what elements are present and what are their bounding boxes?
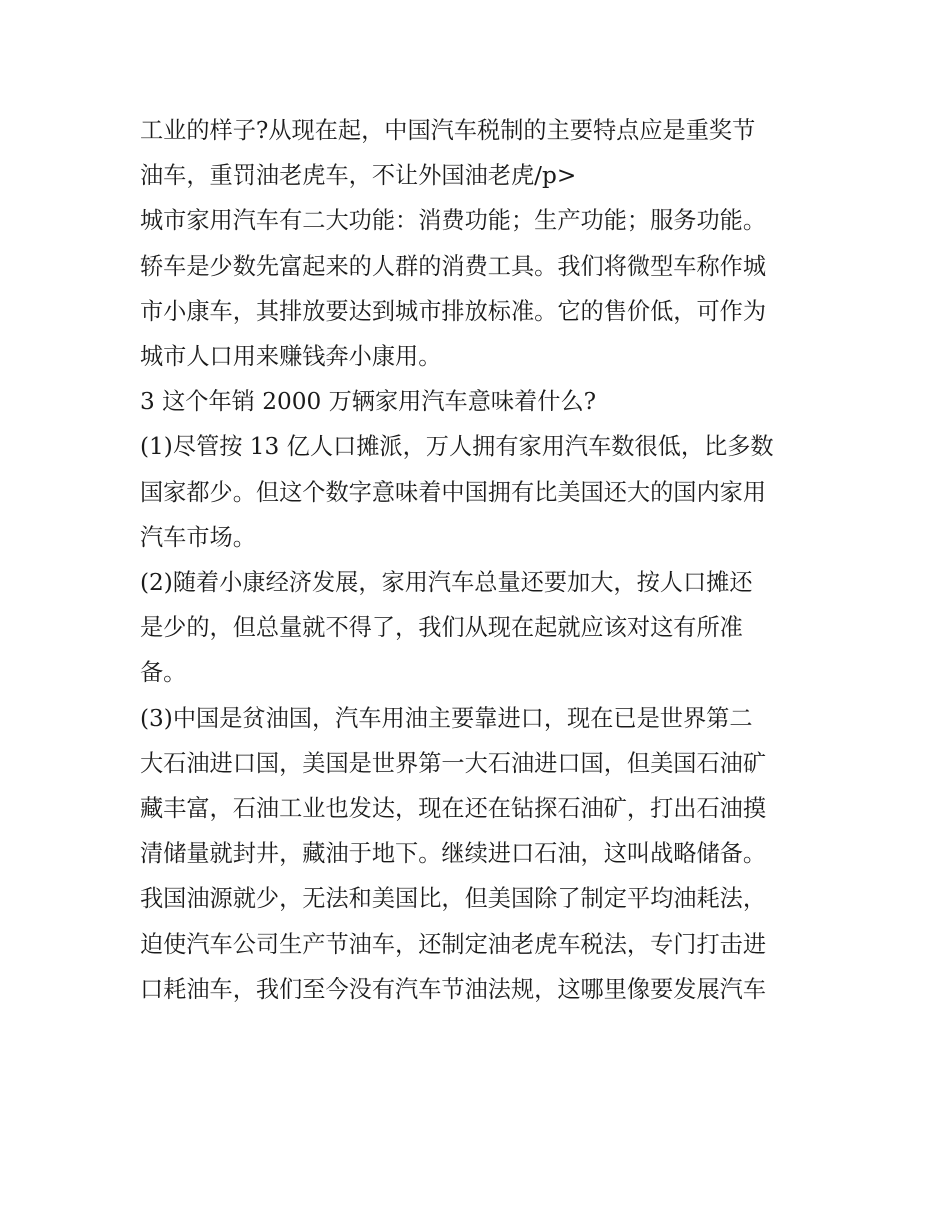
text-line: 轿车是少数先富起来的人群的消费工具。我们将微型车称作城	[140, 252, 767, 280]
section-heading-3	[140, 379, 815, 424]
text-line: 口耗油车，我们至今没有汽车节油法规，这哪里像要发展汽车	[140, 975, 767, 1003]
paragraph-point-3	[140, 696, 815, 1012]
paragraph-tax-policy	[140, 108, 815, 198]
text-line: 藏丰富，石油工业也发达，现在还在钻探石油矿，打出石油摸	[140, 795, 767, 823]
text-line: 汽车市场。	[140, 523, 256, 551]
text-line: 油车，重罚油老虎车，不让外国油老虎/p>	[140, 162, 577, 190]
text-line: 3 这个年销 2000 万辆家用汽车意味着什么?	[140, 388, 597, 416]
text-line: (3)中国是贫油国，汽车用油主要靠进口，现在已是世界第二	[140, 704, 753, 732]
text-line: (2)随着小康经济发展，家用汽车总量还要加大，按人口摊还	[140, 569, 753, 597]
text-line: (1)尽管按 13 亿人口摊派，万人拥有家用汽车数很低，比多数	[140, 433, 774, 461]
text-line: 是少的，但总量就不得了，我们从现在起就应该对这有所准	[140, 614, 743, 642]
text-line: 城市家用汽车有二大功能：消费功能；生产功能；服务功能。	[140, 207, 767, 235]
text-line: 我国油源就少，无法和美国比，但美国除了制定平均油耗法，	[140, 885, 767, 913]
text-line: 清储量就封井，藏油于地下。继续进口石油，这叫战略储备。	[140, 840, 767, 868]
text-line: 城市人口用来赚钱奔小康用。	[140, 343, 442, 371]
text-line: 迫使汽车公司生产节油车，还制定油老虎车税法，专门打击进	[140, 930, 767, 958]
document-body	[140, 108, 815, 1012]
text-line: 大石油进口国，美国是世界第一大石油进口国，但美国石油矿	[140, 749, 767, 777]
text-line: 国家都少。但这个数字意味着中国拥有比美国还大的国内家用	[140, 478, 767, 506]
text-line: 工业的样子?从现在起，中国汽车税制的主要特点应是重奖节	[140, 117, 756, 144]
text-line: 市小康车，其排放要达到城市排放标准。它的售价低，可作为	[140, 297, 767, 325]
paragraph-car-functions	[140, 198, 815, 379]
text-line: 备。	[140, 659, 187, 687]
paragraph-point-1	[140, 424, 815, 560]
paragraph-point-2	[140, 560, 815, 696]
